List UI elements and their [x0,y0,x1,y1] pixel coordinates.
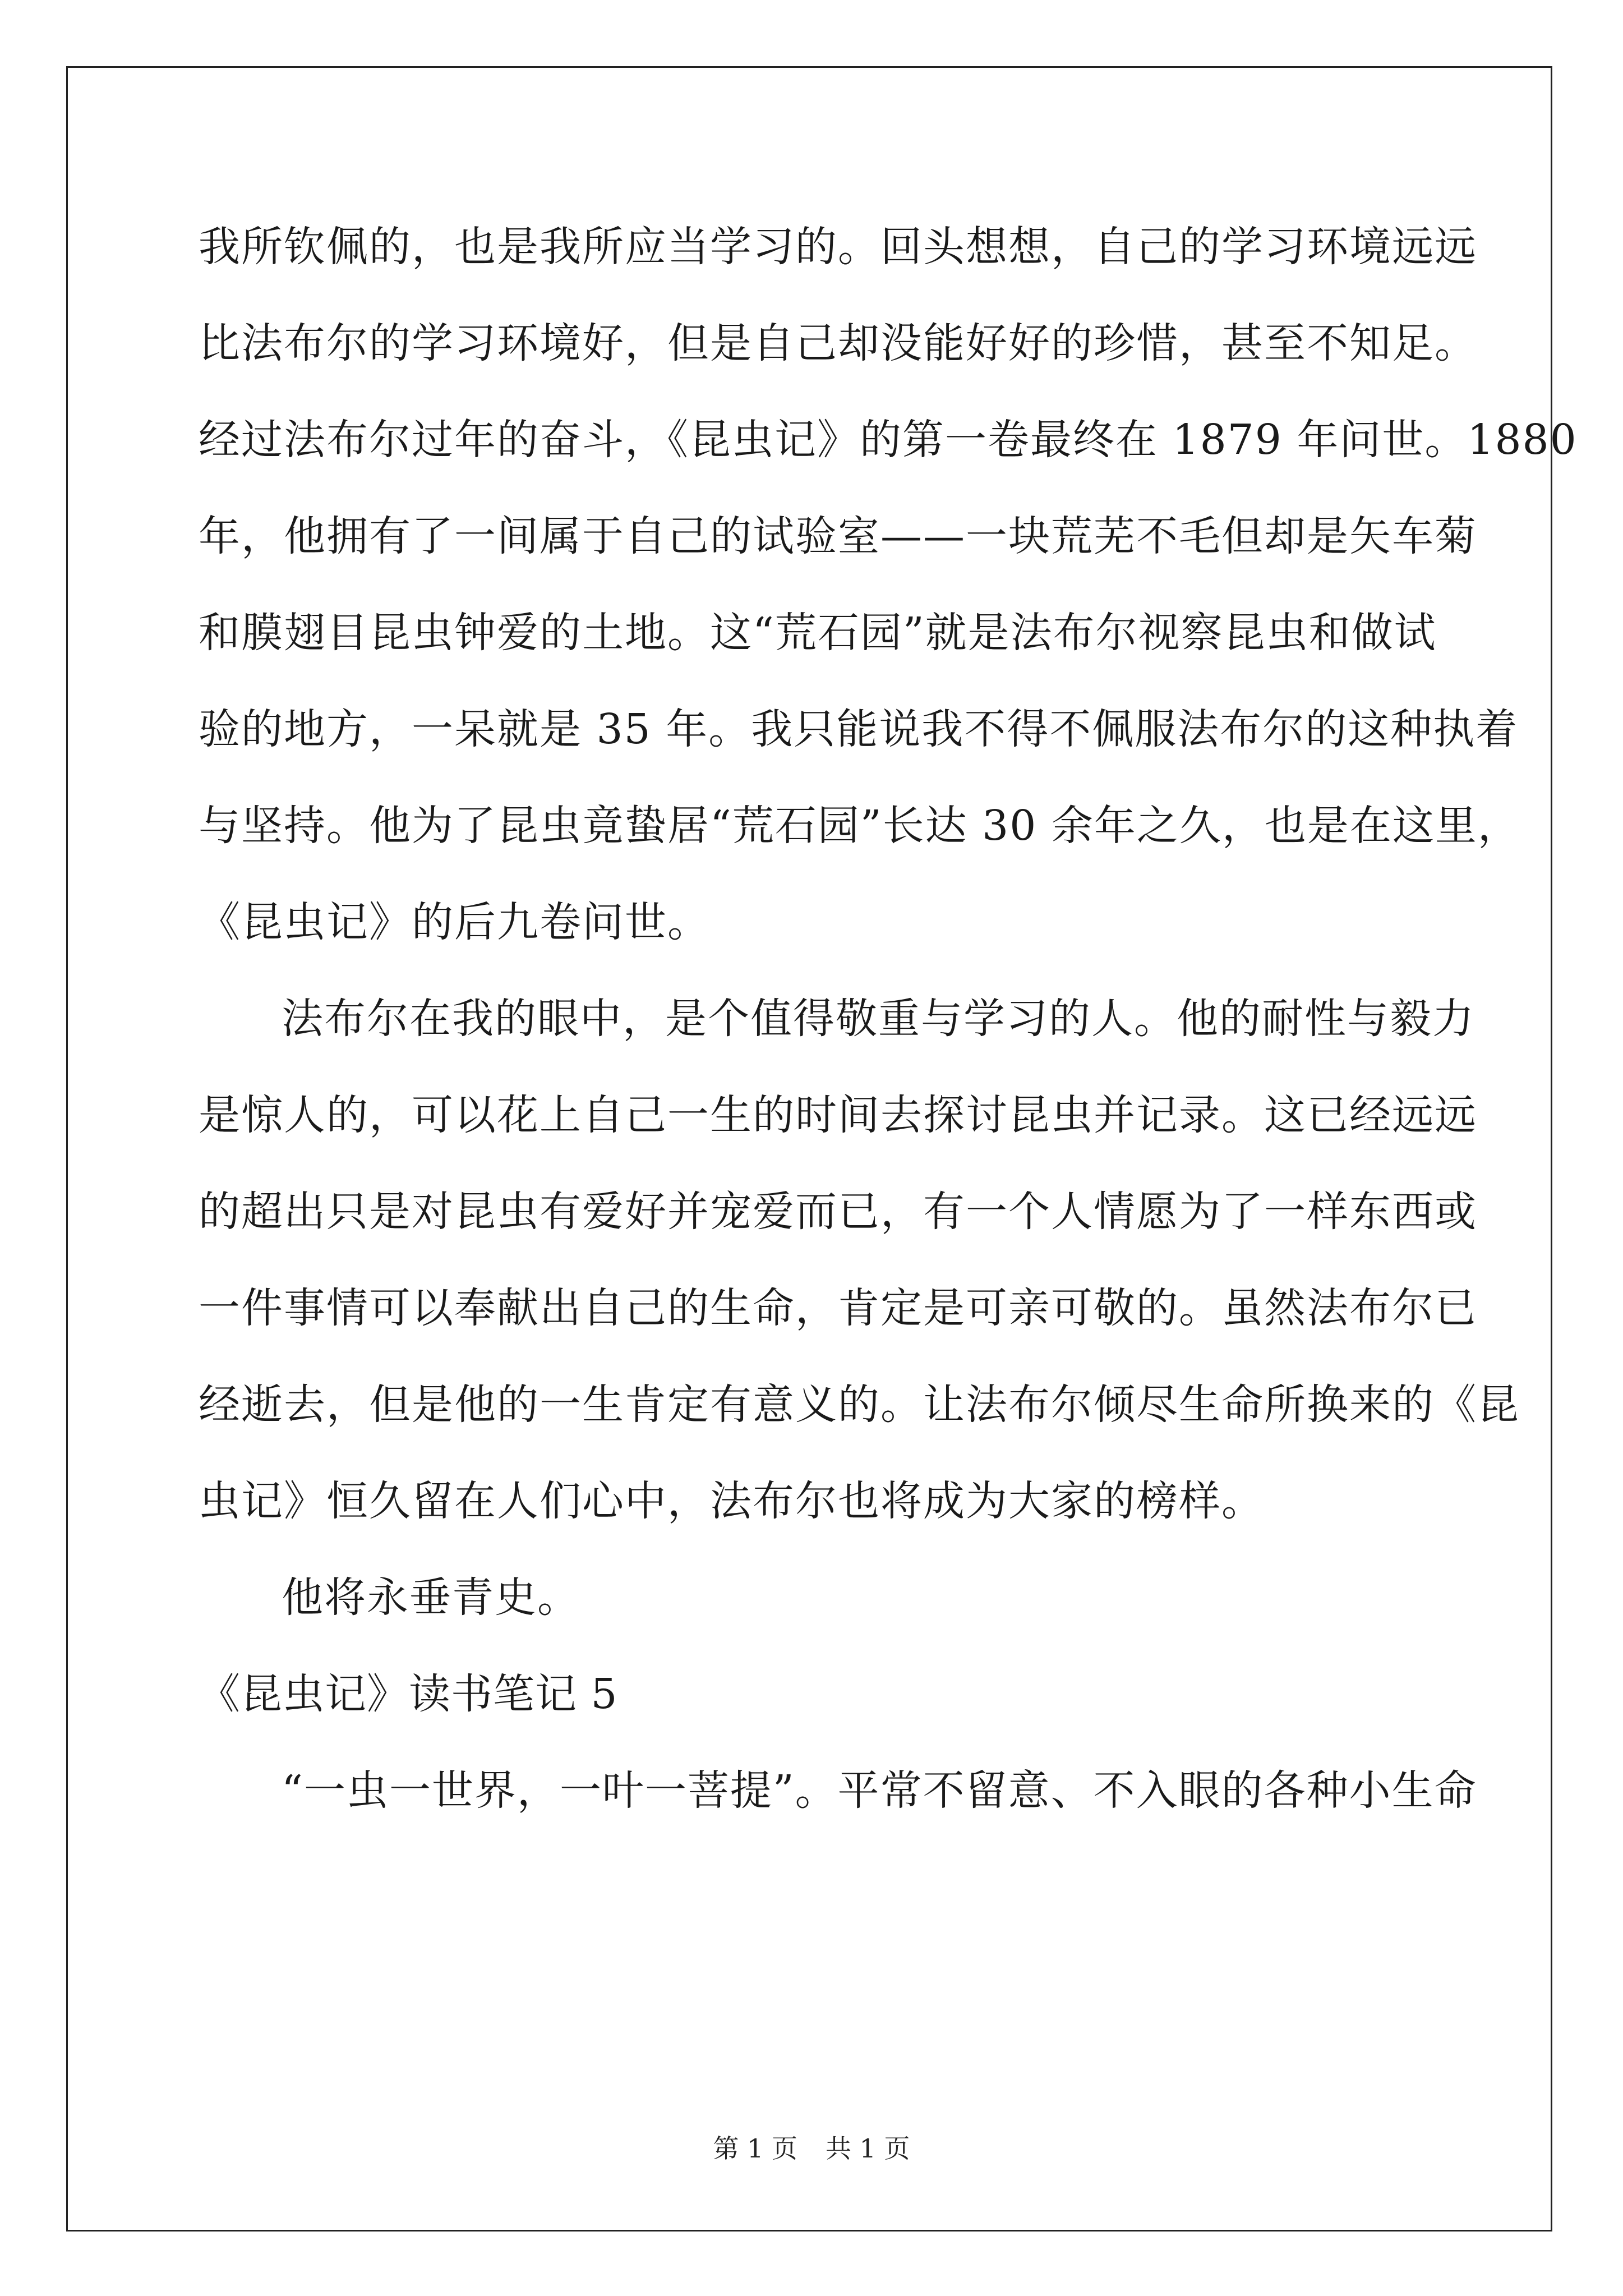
body-line-8: 《昆虫记》的后九卷问世。 [199,898,710,946]
body-line-6: 验的地方，一呆就是 35 年。我只能说我不得不佩服法布尔的这种执着 [199,705,1519,753]
body-line-4: 年，他拥有了一间属于自己的试验室——一块荒芜不毛但却是矢车菊 [199,512,1477,560]
body-line-13: 经逝去，但是他的一生肯定有意义的。让法布尔倾尽生命所换来的《昆 [199,1381,1520,1429]
quote-line: “一虫一世界，一叶一菩提”。平常不留意、不入眼的各种小生命 [282,1766,1477,1815]
body-line-5: 和膜翅目昆虫钟爱的土地。这“荒石园”就是法布尔视察昆虫和做试 [199,609,1437,657]
body-line-12: 一件事情可以奉献出自己的生命，肯定是可亲可敬的。虽然法布尔已 [199,1284,1477,1332]
body-line-14: 虫记》恒久留在人们心中，法布尔也将成为大家的榜样。 [199,1477,1264,1525]
page-footer [0,2132,1623,2165]
body-line-2: 比法布尔的学习环境好，但是自己却没能好好的珍惜，甚至不知足。 [199,319,1477,367]
body-line-7: 与坚持。他为了昆虫竟蛰居“荒石园”长达 30 余年之久，也是在这里， [199,802,1520,850]
body-line-10: 是惊人的，可以花上自己一生的时间去探讨昆虫并记录。这已经远远 [199,1091,1477,1139]
page-number: 第 1 页 [713,2133,797,2164]
section-heading: 《昆虫记》读书笔记 5 [199,1670,618,1718]
page-total: 共 1 页 [826,2133,910,2164]
document-body [199,216,1578,1856]
paragraph-start-line: 法布尔在我的眼中，是个值得敬重与学习的人。他的耐性与毅力 [282,995,1475,1043]
body-line-1: 我所钦佩的，也是我所应当学习的。回头想想，自己的学习环境远远 [199,223,1477,271]
body-line-11: 的超出只是对昆虫有爱好并宠爱而已，有一个人情愿为了一样东西或 [199,1188,1477,1236]
body-line-3: 经过法布尔过年的奋斗，《昆虫记》的第一卷最终在 1879 年问世。1880 [199,416,1578,464]
closing-line: 他将永垂青史。 [282,1573,580,1622]
